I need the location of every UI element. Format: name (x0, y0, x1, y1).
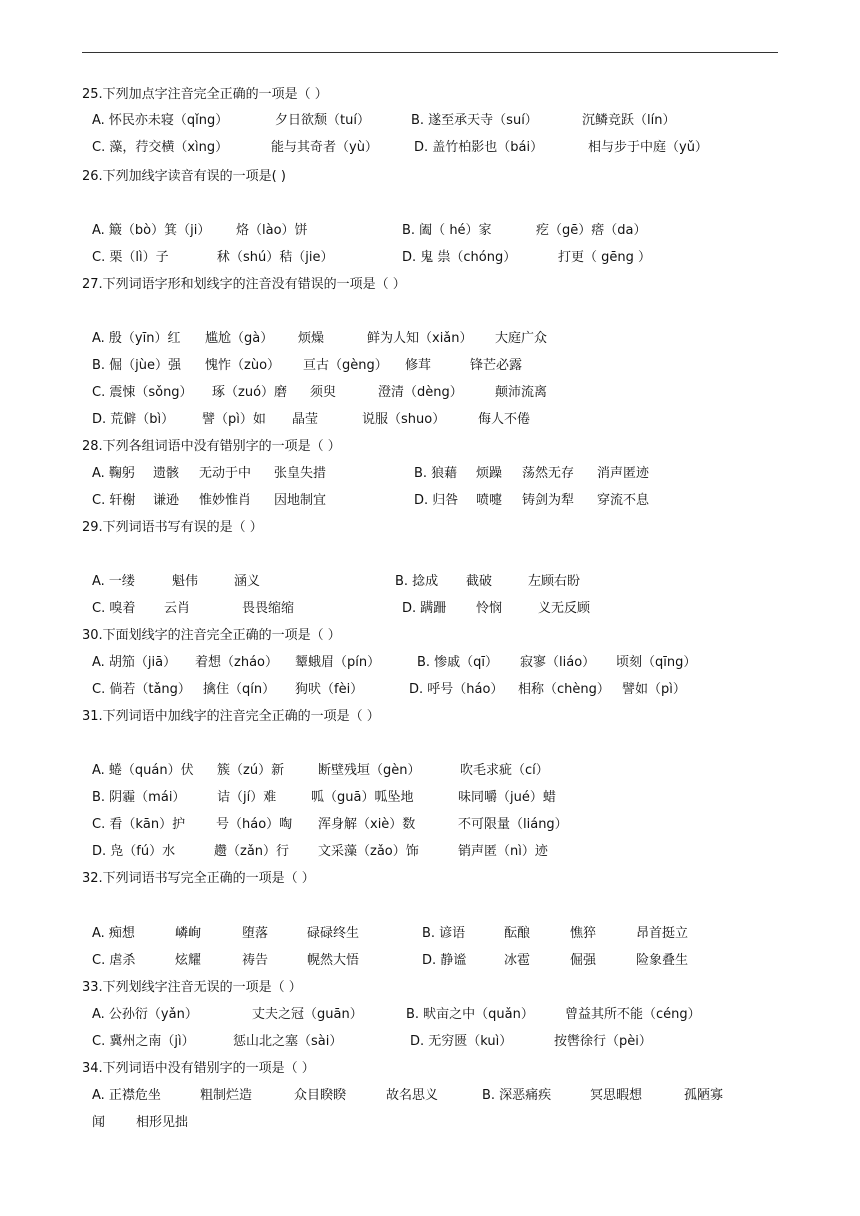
option-item: 惟妙惟肖 (199, 493, 252, 508)
option-item: 吹毛求疵（cí） (460, 763, 549, 778)
option-item: 烙（lào）饼 (236, 223, 308, 238)
option-item: 锋芒必露 (470, 358, 523, 373)
option-item: D. 鬼 祟（chóng） (402, 250, 517, 265)
option-item: 幌然大悟 (307, 953, 360, 968)
option-item: D. 归咎 (414, 493, 459, 508)
option-item: A. 公孙衍（yǎn） (92, 1007, 198, 1022)
option-item: D. 静谧 (422, 953, 467, 968)
option-item: A. 胡笳（jiā） (92, 655, 177, 670)
option-item: 亘古（gèng） (303, 358, 388, 373)
question-stem: 32.下列词语书写完全正确的一项是（ ） (82, 871, 315, 886)
option-item: 愧怍（zùo） (205, 358, 281, 373)
option-item: 云肖 (164, 601, 191, 616)
option-item: D. 呼号（háo） (409, 682, 504, 697)
option-item: 譬如（pì） (622, 682, 686, 697)
option-item: 打更（ gēng ） (558, 250, 652, 265)
option-item: 张皇失措 (274, 466, 327, 481)
question-stem: 25.下列加点字注音完全正确的一项是（ ） (82, 87, 328, 102)
option-item: D. 盖竹柏影也（bái） (414, 140, 544, 155)
option-item: B. 惨戚（qī） (417, 655, 499, 670)
option-item: B. 遂至承天寺（suí） (411, 113, 538, 128)
option-item: B. 捻成 (395, 574, 439, 589)
option-item: 浑身解（xiè）数 (318, 817, 416, 832)
option-item: 冰雹 (504, 953, 531, 968)
option-item: B. 深恶痛疾 (482, 1088, 552, 1103)
option-item: 簇（zú）新 (217, 763, 285, 778)
option-item: 遗骸 (153, 466, 180, 481)
option-item: 众目睽睽 (294, 1088, 347, 1103)
option-item: 谦逊 (153, 493, 180, 508)
question-stem: 27.下列词语字形和划线字的注音没有错误的一项是（ ） (82, 277, 406, 292)
question-stem: 34.下列词语中没有错别字的一项是（ ） (82, 1061, 315, 1076)
option-item: 能与其奇者（yù） (271, 140, 378, 155)
option-item: 怜悯 (476, 601, 503, 616)
question-stem: 28.下列各组词语中没有错别字的一项是（ ） (82, 439, 341, 454)
option-item: 夕日欲颓（tuí） (275, 113, 370, 128)
option-item: B. 畎亩之中（quǎn） (406, 1007, 534, 1022)
option-item: C. 虐杀 (92, 953, 136, 968)
option-item: 譬（pì）如 (202, 412, 266, 427)
option-item: D. 荒僻（bì） (92, 412, 175, 427)
option-item: 按辔徐行（pèi） (554, 1034, 652, 1049)
option-item: 疙（gē）瘩（da） (536, 223, 647, 238)
option-item: C. 轩榭 (92, 493, 136, 508)
option-item: B. 狼藉 (414, 466, 458, 481)
option-item: 闻 (92, 1115, 106, 1130)
option-item: 倔强 (570, 953, 597, 968)
option-item: 嶙峋 (175, 926, 202, 941)
option-item: A. 一缕 (92, 574, 135, 589)
option-item: 畏畏缩缩 (242, 601, 295, 616)
option-item: C. 藻，荇交横（xìng） (92, 140, 229, 155)
option-item: 粗制烂造 (200, 1088, 253, 1103)
option-item: 狗吠（fèi） (295, 682, 364, 697)
option-item: 顷刻（qīng） (616, 655, 697, 670)
option-item: C. 看（kān）护 (92, 817, 186, 832)
option-item: 鲜为人知（xiǎn） (367, 331, 473, 346)
option-item: 尴尬（gà） (205, 331, 274, 346)
option-item: 荡然无存 (522, 466, 575, 481)
option-item: 味同嚼（jué）蜡 (458, 790, 556, 805)
question-stem: 31.下列词语中加线字的注音完全正确的一项是（ ） (82, 709, 380, 724)
option-item: 秫（shú）秸（jie） (217, 250, 334, 265)
option-item: 诘（jí）难 (217, 790, 277, 805)
option-item: 擒住（qín） (203, 682, 276, 697)
option-item: 修茸 (405, 358, 432, 373)
option-item: 相与步于中庭（yǔ） (588, 140, 708, 155)
option-item: B. 阖（ hé）家 (402, 223, 492, 238)
option-item: 呱（guā）呱坠地 (311, 790, 414, 805)
option-item: C. 冀州之南（jì） (92, 1034, 195, 1049)
option-item: A. 殷（yīn）红 (92, 331, 181, 346)
option-item: A. 怀民亦未寝（qǐng） (92, 113, 229, 128)
option-item: 惩山北之塞（sài） (233, 1034, 343, 1049)
option-item: 烦燥 (298, 331, 325, 346)
option-item: 左顾右盼 (528, 574, 581, 589)
question-stem: 33.下列划线字注音无误的一项是（ ） (82, 980, 302, 995)
option-item: C. 栗（lì）子 (92, 250, 169, 265)
option-item: 魁伟 (172, 574, 199, 589)
option-item: 晶莹 (292, 412, 319, 427)
option-item: 憔猝 (570, 926, 597, 941)
option-item: 寂寥（liáo） (520, 655, 596, 670)
option-item: 截破 (466, 574, 493, 589)
option-item: 不可限量（liáng） (458, 817, 568, 832)
option-item: 喷嚏 (476, 493, 503, 508)
option-item: 颦蛾眉（pín） (295, 655, 381, 670)
option-item: 消声匿迹 (597, 466, 650, 481)
option-item: 大庭广众 (495, 331, 548, 346)
option-item: 趱（zǎn）行 (214, 844, 290, 859)
option-item: 烦躁 (476, 466, 503, 481)
option-item: B. 谚语 (422, 926, 466, 941)
option-item: A. 鞠躬 (92, 466, 135, 481)
option-item: D. 凫（fú）水 (92, 844, 176, 859)
option-item: B. 阴霾（mái） (92, 790, 186, 805)
question-stem: 30.下面划线字的注音完全正确的一项是（ ） (82, 628, 341, 643)
option-item: 涵义 (234, 574, 261, 589)
option-item: 文采藻（zǎo）饰 (318, 844, 419, 859)
option-item: C. 倘若（tǎng） (92, 682, 191, 697)
option-item: 颠沛流离 (495, 385, 548, 400)
option-item: C. 震悚（sǒng） (92, 385, 193, 400)
question-stem: 26.下列加线字读音有误的一项是( ) (82, 169, 286, 184)
option-item: 侮人不倦 (478, 412, 531, 427)
option-item: 沉鳞竞跃（lín） (582, 113, 676, 128)
option-item: D. 蹒跚 (402, 601, 447, 616)
option-item: 着想（zháo） (195, 655, 278, 670)
option-item: 穿流不息 (597, 493, 650, 508)
header-rule (82, 52, 778, 53)
option-item: 铸剑为犁 (522, 493, 575, 508)
option-item: 故名思义 (386, 1088, 439, 1103)
option-item: 断壁残垣（gèn） (318, 763, 421, 778)
option-item: 曾益其所不能（céng） (565, 1007, 701, 1022)
option-item: 因地制宜 (274, 493, 327, 508)
option-item: 须臾 (310, 385, 337, 400)
question-stem: 29.下列词语书写有误的是（ ） (82, 520, 263, 535)
option-item: 酝酿 (504, 926, 531, 941)
option-item: B. 倔（jùe）强 (92, 358, 182, 373)
option-item: 销声匿（nì）迹 (458, 844, 548, 859)
option-item: 炫耀 (175, 953, 202, 968)
option-item: 义无反顾 (538, 601, 591, 616)
option-item: 号（háo）啕 (216, 817, 293, 832)
option-item: 说服（shuo） (362, 412, 446, 427)
option-item: 澄清（dèng） (378, 385, 463, 400)
option-item: D. 无穷匮（kuì） (410, 1034, 513, 1049)
option-item: 昂首挺立 (636, 926, 689, 941)
option-item: 相形见拙 (136, 1115, 189, 1130)
option-item: 堕落 (242, 926, 269, 941)
option-item: A. 蜷（quán）伏 (92, 763, 194, 778)
option-item: 险象叠生 (636, 953, 689, 968)
option-item: A. 簸（bò）箕（ji） (92, 223, 211, 238)
option-item: A. 痴想 (92, 926, 135, 941)
option-item: 冥思暇想 (590, 1088, 643, 1103)
option-item: 琢（zuó）磨 (212, 385, 288, 400)
option-item: 丈夫之冠（guān） (252, 1007, 363, 1022)
option-item: 相称（chèng） (518, 682, 610, 697)
option-item: 祷告 (242, 953, 269, 968)
option-item: C. 嗅着 (92, 601, 136, 616)
option-item: 无动于中 (199, 466, 252, 481)
option-item: 碌碌终生 (307, 926, 360, 941)
option-item: 孤陋寡 (684, 1088, 724, 1103)
option-item: A. 正襟危坐 (92, 1088, 161, 1103)
